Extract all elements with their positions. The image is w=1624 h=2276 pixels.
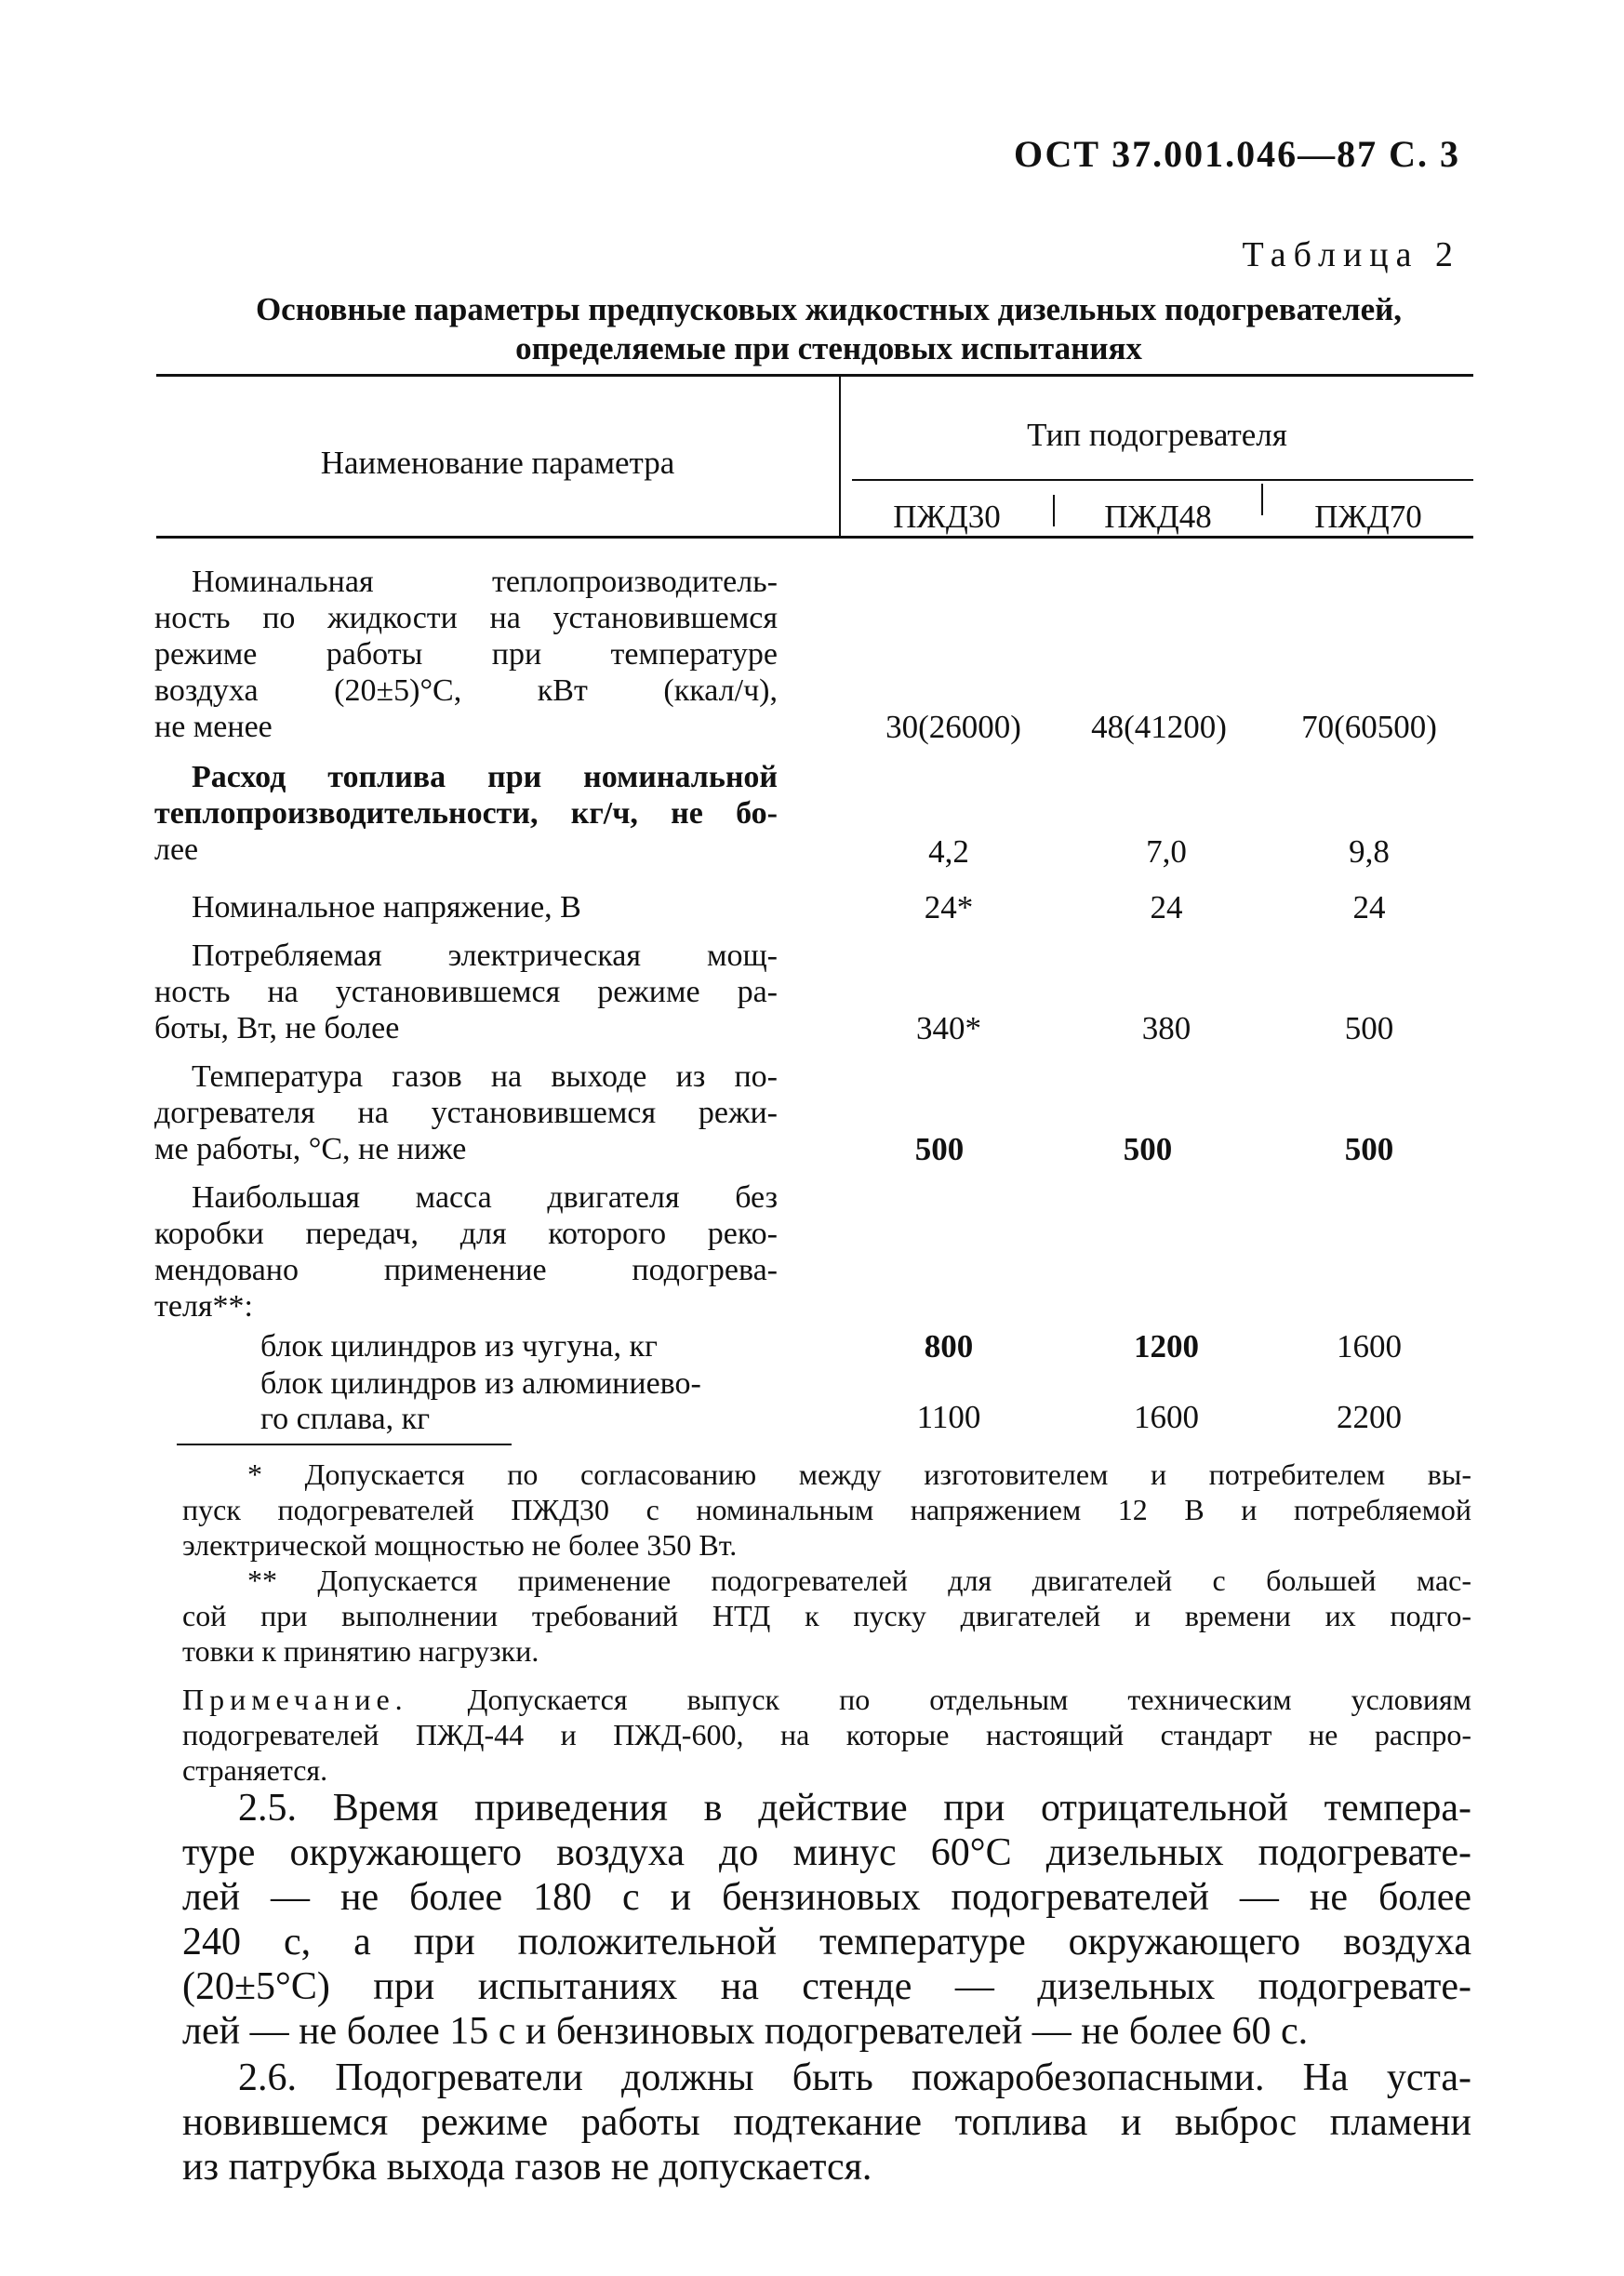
table-label: Таблица 2 bbox=[1242, 235, 1460, 274]
paragraph-line: 2.6. Подогреватели должны быть пожаробезопасными. На уста- bbox=[238, 2056, 1471, 2099]
footnote-line: пуск подогревателей ПЖД30 с номинальным напряжением 12 В и потребляемой bbox=[182, 1493, 1471, 1526]
value-power-pzhd48: 380 bbox=[1141, 1010, 1191, 1046]
value-fuel-pzhd30: 4,2 bbox=[928, 833, 969, 870]
param-line: Наибольшая масса двигателя без bbox=[192, 1180, 778, 1215]
paragraph-line: новившемся режиме работы подтекание топлива и выброс пламени bbox=[182, 2101, 1471, 2144]
value-aluminium-pzhd48: 1600 bbox=[1134, 1399, 1199, 1435]
value-heat-output-pzhd30: 30(26000) bbox=[885, 709, 1021, 745]
value-cast-iron-pzhd30: 800 bbox=[924, 1328, 974, 1364]
param-line: ность на установившемся режиме ра- bbox=[154, 975, 778, 1009]
paragraph-line: лей — не более 180 с и бензиновых подогревателей — не более bbox=[182, 1876, 1471, 1919]
value-gas-temp-pzhd48: 500 bbox=[1123, 1131, 1173, 1167]
note-label: Примечание. bbox=[182, 1683, 408, 1716]
param-row-power bbox=[154, 938, 778, 1046]
param-line: лее bbox=[154, 832, 199, 867]
paragraph-line: 240 с, а при положительной температуре окружающего воздуха bbox=[182, 1921, 1471, 1963]
table-header-bottom-rule bbox=[156, 536, 1473, 539]
note-line: Допускается выпуск по отдельным техническим условиям bbox=[407, 1683, 1471, 1716]
value-heat-output-pzhd48: 48(41200) bbox=[1091, 709, 1227, 745]
footnote-rule bbox=[177, 1444, 512, 1445]
param-line: Потребляемая электрическая мощ- bbox=[192, 938, 778, 973]
param-line: не менее bbox=[154, 710, 273, 744]
param-column-header: Наименование параметра bbox=[320, 445, 675, 481]
value-voltage-pzhd70: 24 bbox=[1352, 889, 1386, 925]
table-top-rule bbox=[156, 374, 1473, 377]
param-line: коробки передач, для которого реко- bbox=[154, 1217, 778, 1251]
param-line: теплопроизводительности, кг/ч, не бо- bbox=[154, 796, 778, 831]
subrow-cast-iron: блок цилиндров из чугуна, кг bbox=[260, 1329, 658, 1364]
param-line: ность по жидкости на установившемся bbox=[154, 601, 778, 635]
param-line: Номинальное напряжение, В bbox=[192, 890, 581, 925]
footnote-line: сой при выполнении требований НТД к пуску двигателей и времени их подго- bbox=[182, 1599, 1471, 1632]
footnote-1 bbox=[182, 1457, 1471, 1563]
footnote-line: * Допускается по согласованию между изготовителем и потребителем вы- bbox=[247, 1457, 1471, 1491]
paragraph-line: из патрубка выхода газов не допускается. bbox=[182, 2146, 872, 2189]
value-cast-iron-pzhd48: 1200 bbox=[1134, 1328, 1199, 1364]
param-row-gas-temperature bbox=[154, 1058, 778, 1167]
param-row-voltage bbox=[154, 889, 778, 925]
param-line: Температура газов на выходе из по- bbox=[192, 1059, 778, 1094]
type-header-rule bbox=[852, 479, 1473, 481]
param-line: боты, Вт, не более bbox=[154, 1011, 400, 1045]
param-line: мендовано применение подогрева- bbox=[154, 1253, 778, 1287]
type-header-pzhd48: ПЖД48 bbox=[1104, 499, 1212, 535]
footnote-line: ** Допускается применение подогревателей для двигателей с большей мас- bbox=[247, 1564, 1471, 1597]
value-gas-temp-pzhd30: 500 bbox=[914, 1131, 965, 1167]
subrow-aluminium-1: блок цилиндров из алюминиево- bbox=[260, 1366, 701, 1401]
param-line: режиме работы при температуре bbox=[154, 637, 778, 672]
param-row-engine-mass bbox=[154, 1179, 778, 1324]
note-line: подогревателей ПЖД-44 и ПЖД-600, на которые настоящий стандарт не распро- bbox=[182, 1718, 1471, 1751]
value-aluminium-pzhd30: 1100 bbox=[916, 1399, 981, 1435]
subrow-aluminium-2: го сплава, кг bbox=[260, 1402, 431, 1436]
paragraph-line: туре окружающего воздуха до минус 60°С дизельных подогревате- bbox=[182, 1831, 1471, 1874]
type-header-pzhd70: ПЖД70 bbox=[1314, 499, 1422, 535]
paragraph-line: 2.5. Время приведения в действие при отрицательной темпера- bbox=[238, 1787, 1471, 1830]
param-row-fuel-consumption bbox=[154, 759, 778, 868]
table-title-line-1: Основные параметры предпусковых жидкостных дизельных подогревателей, bbox=[255, 291, 1403, 327]
param-line: Расход топлива при номинальной bbox=[192, 760, 778, 794]
paragraph-2-5 bbox=[182, 1786, 1471, 2054]
value-voltage-pzhd30: 24* bbox=[924, 889, 974, 925]
table-title-line-2: определяемые при стендовых испытаниях bbox=[515, 330, 1142, 366]
table-note bbox=[182, 1682, 1471, 1788]
value-voltage-pzhd48: 24 bbox=[1150, 889, 1183, 925]
footnote-line: товки к принятию нагрузки. bbox=[182, 1634, 539, 1668]
page-header: ОСТ 37.001.046—87 С. 3 bbox=[1013, 133, 1460, 175]
paragraph-line: лей — не более 15 с и бензиновых подогревателей — не более 60 с. bbox=[182, 2010, 1309, 2053]
param-line: теля**: bbox=[154, 1289, 254, 1324]
footnote-2 bbox=[182, 1563, 1471, 1669]
type-group-header: Тип подогревателя bbox=[1027, 417, 1287, 453]
param-line: воздуха (20±5)°С, кВт (ккал/ч), bbox=[154, 673, 778, 708]
value-cast-iron-pzhd70: 1600 bbox=[1337, 1328, 1402, 1364]
value-gas-temp-pzhd70: 500 bbox=[1344, 1131, 1394, 1167]
param-line: Номинальная теплопроизводитель- bbox=[192, 565, 778, 599]
type-header-pzhd30: ПЖД30 bbox=[893, 499, 1001, 535]
value-power-pzhd30: 340* bbox=[916, 1010, 981, 1046]
value-fuel-pzhd70: 9,8 bbox=[1349, 833, 1390, 870]
paragraph-2-6 bbox=[182, 2056, 1471, 2189]
param-line: догревателя на установившемся режи- bbox=[154, 1096, 778, 1130]
note-line: страняется. bbox=[182, 1753, 328, 1787]
footnote-line: электрической мощностью не более 350 Вт. bbox=[182, 1528, 738, 1562]
value-power-pzhd70: 500 bbox=[1344, 1010, 1394, 1046]
param-line: ме работы, °С, не ниже bbox=[154, 1132, 467, 1166]
param-row-heat-output bbox=[154, 564, 778, 745]
value-aluminium-pzhd70: 2200 bbox=[1337, 1399, 1402, 1435]
value-heat-output-pzhd70: 70(60500) bbox=[1301, 709, 1437, 745]
paragraph-line: (20±5°С) при испытаниях на стенде — дизельных подогревате- bbox=[182, 1965, 1471, 2008]
value-fuel-pzhd48: 7,0 bbox=[1146, 833, 1187, 870]
